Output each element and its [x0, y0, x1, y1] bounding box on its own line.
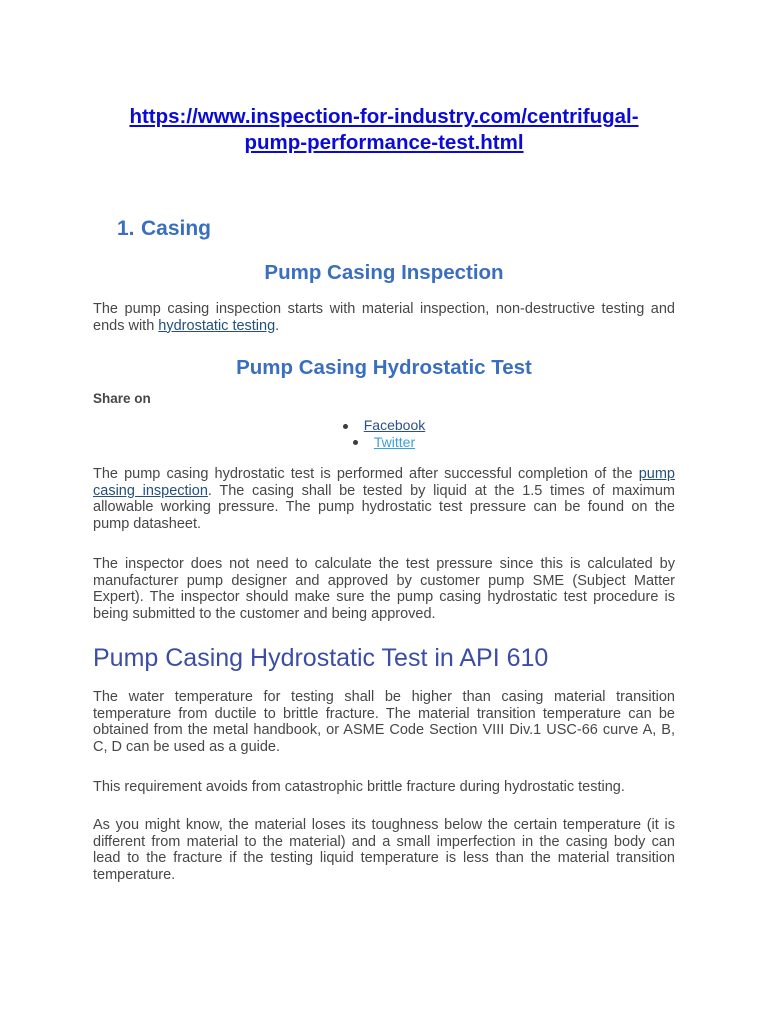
share-item-twitter — [93, 434, 675, 451]
hydrostatic-paragraph-1: The pump casing hydrostatic test is performed after successful completion of the pump casing inspection. The casing shall be tested by liquid at the 1.5 times of maximum allowable working pressure. The pump hydrostatic test pressure can be found on the pump datasheet. — [93, 466, 675, 532]
hydrostatic-testing-link[interactable]: hydrostatic testing — [158, 317, 276, 334]
api-610-paragraph-2: This requirement avoids from catastrophic brittle fracture during hydrostatic testing. — [93, 779, 625, 795]
api-610-heading: Pump Casing Hydrostatic Test in API 610 — [93, 644, 549, 672]
hydrostatic-paragraph-2: The inspector does not need to calculate the test pressure since this is calculated by manufacturer pump designer and approved by customer pump SME (Subject Matter Expert). The inspector should make sure the pump casing hydrostatic test procedure is being submitted to the customer and being approved. — [93, 556, 675, 622]
share-item-facebook — [93, 417, 675, 434]
source-url-line1: https://www.inspection-for-industry.com/centrifugal- — [129, 105, 639, 128]
pump-casing-inspection-link[interactable]: pump casing inspection — [93, 466, 675, 499]
share-links-list — [93, 417, 675, 450]
source-url-link[interactable] — [93, 104, 675, 156]
api-610-paragraph-3: As you might know, the material loses its toughness below the certain temperature (it is different from material to the material) and a small imperfection in the casing body can lead to the fracture if the testing liquid temperature is less than the material transition temperature. — [93, 817, 675, 883]
list-number: 1. — [117, 217, 135, 240]
bullet-icon — [343, 424, 348, 429]
inspection-paragraph: The pump casing inspection starts with material inspection, non-destructive testing and ends with hydrostatic testing. — [93, 301, 675, 334]
hydrostatic-test-heading: Pump Casing Hydrostatic Test — [236, 356, 532, 379]
twitter-share-link[interactable]: Twitter — [373, 433, 416, 450]
api-610-paragraph-1: The water temperature for testing shall be higher than casing material transition temperature from ductile to brittle fracture. The material transition temperature can be obtained from the metal handbook, or ASME Code Section VIII Div.1 USC-66 curve A, B, C, D can be used as a guide. — [93, 689, 675, 755]
casing-list-heading — [117, 215, 211, 243]
list-label: Casing — [141, 217, 212, 240]
bullet-icon — [353, 440, 358, 445]
source-url-line2: pump-performance-test.html — [244, 131, 524, 154]
share-on-label: Share on — [93, 391, 151, 406]
facebook-share-link[interactable]: Facebook — [363, 417, 426, 433]
pump-casing-inspection-heading: Pump Casing Inspection — [264, 261, 504, 284]
